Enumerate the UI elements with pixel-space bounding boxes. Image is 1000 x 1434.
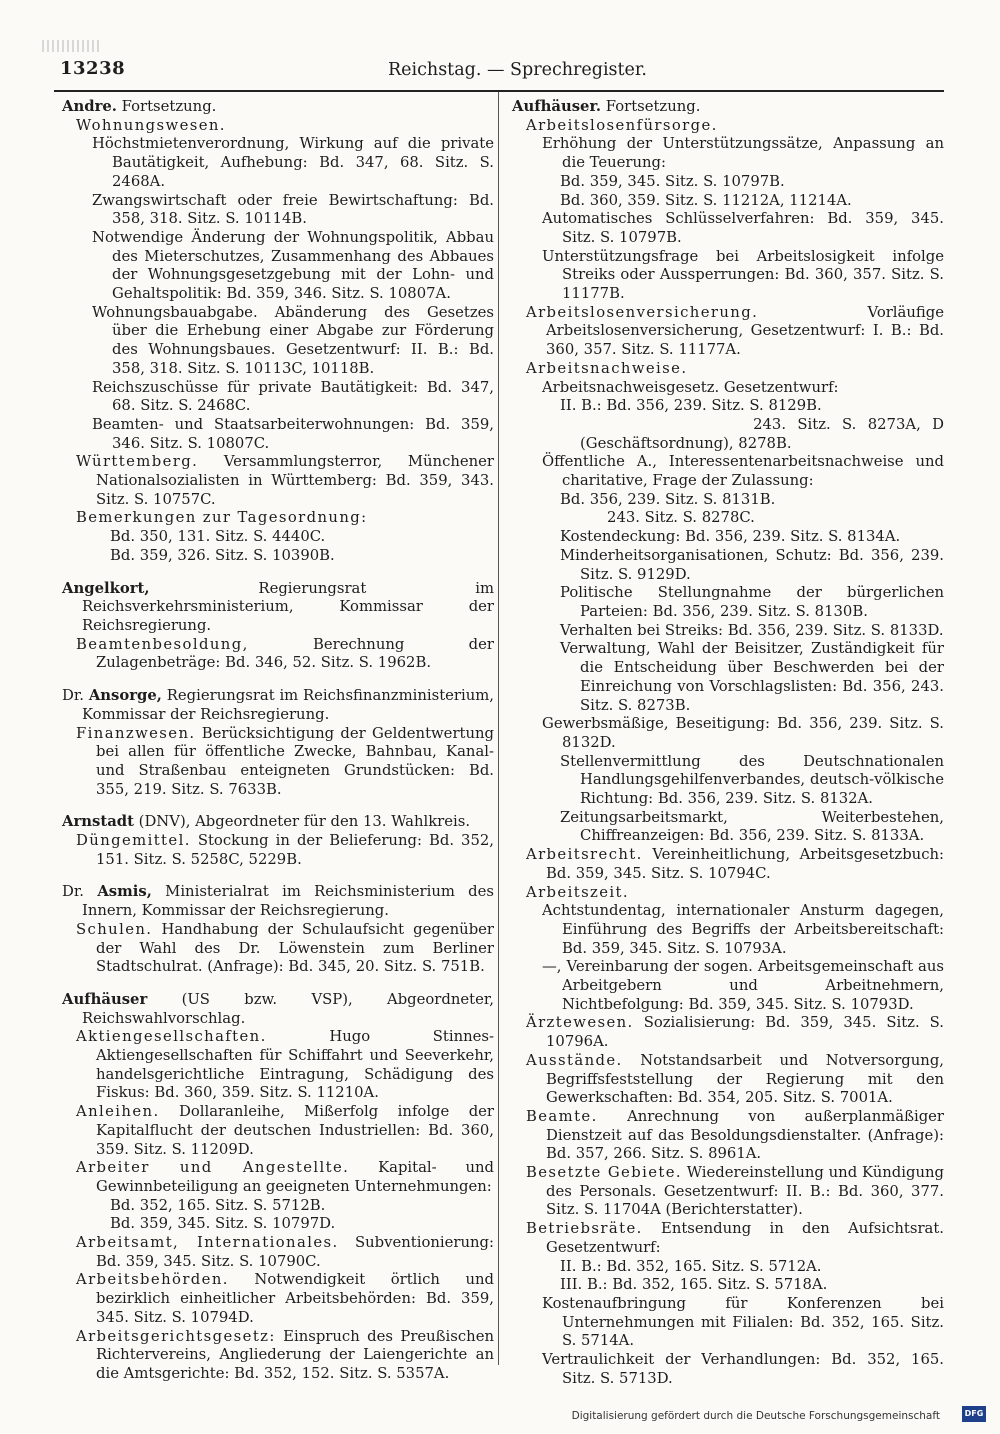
register-entry: Arbeitszeit. [526,883,629,901]
register-entry: Verwaltung, Wahl der Beisitzer, Zuständigkeit für die Entscheidung über Beschwerden bei der Einreichung von Vorschlagslisten: Bd. 356, 243. Sitz. S. 8273B. [560,640,944,714]
register-entry: Betriebsräte. Entsendung in den Aufsichtsrat. Gesetzentwurf: [526,1220,944,1256]
register-entry: III. B.: Bd. 352, 165. Sitz. S. 5718A. [560,1276,828,1294]
register-entry: Automatisches Schlüsselverfahren: Bd. 359, 345. Sitz. S. 10797B. [542,210,944,246]
register-entry: Bd. 359, 345. Sitz. S. 10797B. [560,172,785,190]
register-entry: Arbeitslosenfürsorge. [526,116,718,134]
register-entry: Bd. 352, 165. Sitz. S. 5712B. [110,1196,326,1214]
register-entry: Bd. 356, 239. Sitz. S. 8131B. [560,490,776,508]
register-entry: Verhalten bei Streiks: Bd. 356, 239. Sitz. S. 8133D. [560,621,944,639]
register-entry: Arbeitsamt, Internationales. Subventionierung: Bd. 359, 345. Sitz. S. 10790C. [76,1234,494,1270]
ink-smudge [42,40,102,52]
register-entry: Besetzte Gebiete. Wiedereinstellung und Kündigung des Personals. Gesetzentwurf: II. B.: Bd. 360, 377. Sitz. S. 11704A (Berichterstatter). [526,1164,944,1219]
register-entry: Reichszuschüsse für private Bautätigkeit: Bd. 347, 68. Sitz. S. 2468C. [92,378,494,415]
register-entry: Aufhäuser. Fortsetzung. [512,98,701,115]
register-entry: Württemberg. Versammlungsterror, Münchener Nationalsozialisten in Württemberg: Bd. 359, 343. Sitz. S. 10757C. [76,453,494,508]
register-entry: Beamte. Anrechnung von außerplanmäßiger Dienstzeit auf das Besoldungsdienstalter. (Anfrage): Bd. 357, 266. Sitz. S. 8961A. [526,1107,944,1163]
register-entry: Arbeiter und Angestellte. Kapital- und Gewinnbeteiligung an geeigneten Unternehmungen: [76,1159,494,1195]
register-entry: Zeitungsarbeitsmarkt, Weiterbestehen, Chiffreanzeigen: Bd. 356, 239. Sitz. S. 8133A. [560,808,944,845]
register-entry: Erhöhung der Unterstützungssätze, Anpassung an die Teuerung: [542,135,944,172]
dfg-logo: DFG [962,1406,986,1422]
register-entry: Bd. 359, 345. Sitz. S. 10797D. [110,1215,336,1233]
register-entry: Arbeitslosenversicherung. Vorläufige Arbeitslosenversicherung, Gesetzentwurf: I. B.: Bd. 360, 357. Sitz. S. 11177A. [526,303,944,359]
register-entry: Beamtenbesoldung, Berechnung der Zulagenbeträge: Bd. 346, 52. Sitz. S. 1962B. [76,635,494,672]
register-entry: Finanzwesen. Berücksichtigung der Geldentwertung bei allen für öffentliche Zwecke, Bahnbau, Kanal- und Straßenbau enteigneten Grundstücken: Bd. 355, 219. Sitz. S. 7633B. [76,724,494,798]
register-entry: Ärztewesen. Sozialisierung: Bd. 359, 345. Sitz. S. 10796A. [526,1014,944,1051]
register-entry: Vertraulichkeit der Verhandlungen: Bd. 352, 165. Sitz. S. 5713D. [542,1351,944,1387]
register-entry: Höchstmietenverordnung, Wirkung auf die private Bautätigkeit, Aufhebung: Bd. 347, 68. Sitz. S. 2468A. [92,135,494,190]
register-entry: Bd. 360, 359. Sitz. S. 11212A, 11214A. [560,191,852,209]
register-entry: Ausstände. Notstandsarbeit und Notversorgung, Begriffsfeststellung der Regierung mit den Gewerkschaften: Bd. 354, 205. Sitz. S. 7001A. [526,1051,944,1107]
register-entry: Kostenaufbringung für Konferenzen bei Unternehmungen mit Filialen: Bd. 352, 165. Sitz. S. 5714A. [542,1295,944,1350]
register-entry: Dr. Asmis, Ministerialrat im Reichsministerium des Innern, Kommissar der Reichsregierung. [62,883,495,920]
column-divider [498,92,499,1365]
register-entry: Wohnungswesen. [76,116,226,134]
register-entry: Aufhäuser (US bzw. VSP), Abgeordneter, Reichswahlvorschlag. [62,990,494,1027]
register-entry: Anleihen. Dollaranleihe, Mißerfolg infolge der Kapitalflucht der deutschen Industriellen: Bd. 360, 359. Sitz. S. 11209D. [76,1103,494,1158]
running-title: Reichstag. — Sprechregister. [388,60,647,80]
register-entry: 243. Sitz. S. 8273A, D (Geschäftsordnung), 8278B. [560,415,944,452]
entry-spacer [62,799,494,813]
register-entry: —, Vereinbarung der sogen. Arbeitsgemeinschaft aus Arbeitgebern und Arbeitnehmern, Nichtbefolgung: Bd. 359, 345. Sitz. S. 10793D. [542,958,944,1013]
register-entry: Andre. Fortsetzung. [62,98,217,115]
register-entry: Arnstadt (DNV), Abgeordneter für den 13. Wahlkreis. [62,813,471,831]
register-entry: Dr. Ansorge, Regierungsrat im Reichsfinanzministerium, Kommissar der Reichsregierung. [62,687,494,723]
header-rule [54,90,944,92]
register-entry: Stellenvermittlung des Deutschnationalen Handlungsgehilfenverbandes, deutsch-völkische Richtung: Bd. 356, 239. Sitz. S. 8132A. [560,752,944,808]
register-entry: Arbeitsrecht. Vereinheitlichung, Arbeitsgesetzbuch: Bd. 359, 345. Sitz. S. 10794C. [526,846,944,882]
entry-spacer [62,977,494,991]
register-entry: Kostendeckung: Bd. 356, 239. Sitz. S. 8134A. [560,528,901,546]
entry-spacer [62,673,494,687]
register-entry: Arbeitsbehörden. Notwendigkeit örtlich und bezirklich einheitlicher Arbeitsbehörden: Bd. 359, 345. Sitz. S. 10794D. [76,1271,494,1326]
register-entry: Unterstützungsfrage bei Arbeitslosigkeit infolge Streiks oder Aussperrungen: Bd. 360, 357. Sitz. S. 11177B. [542,247,944,303]
register-entry: II. B.: Bd. 356, 239. Sitz. S. 8129B. [560,397,822,415]
register-entry: 243. Sitz. S. 8278C. [560,509,755,527]
register-entry: Achtstundentag, internationaler Ansturm dagegen, Einführung des Begriffs der Arbeitsbereitschaft: Bd. 359, 345. Sitz. S. 10793A. [542,902,944,957]
register-entry: Bd. 359, 326. Sitz. S. 10390B. [110,546,335,564]
register-entry: Arbeitsnachweisgesetz. Gesetzentwurf: [542,378,839,396]
register-entry: Politische Stellungnahme der bürgerlichen Parteien: Bd. 356, 239. Sitz. S. 8130B. [560,584,944,620]
register-entry: II. B.: Bd. 352, 165. Sitz. S. 5712A. [560,1257,822,1275]
register-entry: Bd. 350, 131. Sitz. S. 4440C. [110,528,326,546]
register-entry: Wohnungsbauabgabe. Abänderung des Gesetzes über die Erhebung einer Abgabe zur Förderung des Wohnungsbaues. Gesetzentwurf: II. B.: Bd. 358, 318. Sitz. S. 10113C, 10118B. [92,303,494,377]
register-entry: Aktiengesellschaften. Hugo Stinnes-Aktiengesellschaften für Schiffahrt und Seeverkehr, handelsgerichtliche Eintragung, Schädigung des Fiskus: Bd. 360, 359. Sitz. S. 11210A. [76,1028,494,1102]
entry-spacer [62,566,494,580]
register-entry: Notwendige Änderung der Wohnungspolitik, Abbau des Mieterschutzes, Zusammenhang des Abbaues der Wohnungsgesetzgebung mit der Lohn- und Gehaltspolitik: Bd. 359, 346. Sitz. S. 10807A. [92,228,494,303]
register-entry: Angelkort, Regierungsrat im Reichsverkehrsministerium, Kommissar der Reichsregierung. [62,579,494,634]
register-entry: Arbeitsnachweise. [526,359,688,377]
left-column [62,98,494,1384]
register-entry: Arbeitsgerichtsgesetz: Einspruch des Preußischen Richtervereins, Angliederung der Laiengerichte an die Amtsgerichte: Bd. 352, 152. Sitz. S. 5357A. [76,1327,494,1382]
register-entry: Gewerbsmäßige, Beseitigung: Bd. 356, 239. Sitz. S. 8132D. [542,715,944,751]
register-entry: Schulen. Handhabung der Schulaufsicht gegenüber der Wahl des Dr. Löwenstein zum Berliner Stadtschulrat. (Anfrage): Bd. 345, 20. Sitz. S. 751B. [76,920,494,976]
register-entry: Minderheitsorganisationen, Schutz: Bd. 356, 239. Sitz. S. 9129D. [560,546,944,583]
page-number: 13238 [60,58,126,79]
right-column [512,98,944,1389]
register-entry: Bemerkungen zur Tagesordnung: [76,509,368,527]
funding-credit: Digitalisierung gefördert durch die Deutsche Forschungsgemeinschaft [571,1410,940,1422]
entry-spacer [62,869,494,883]
register-entry: Öffentliche A., Interessentenarbeitsnachweise und charitative, Frage der Zulassung: [542,453,944,490]
register-entry: Beamten- und Staatsarbeiterwohnungen: Bd. 359, 346. Sitz. S. 10807C. [92,415,494,452]
register-entry: Zwangswirtschaft oder freie Bewirtschaftung: Bd. 358, 318. Sitz. S. 10114B. [92,191,494,228]
register-entry: Düngemittel. Stockung in der Belieferung: Bd. 352, 151. Sitz. S. 5258C, 5229B. [76,832,494,868]
